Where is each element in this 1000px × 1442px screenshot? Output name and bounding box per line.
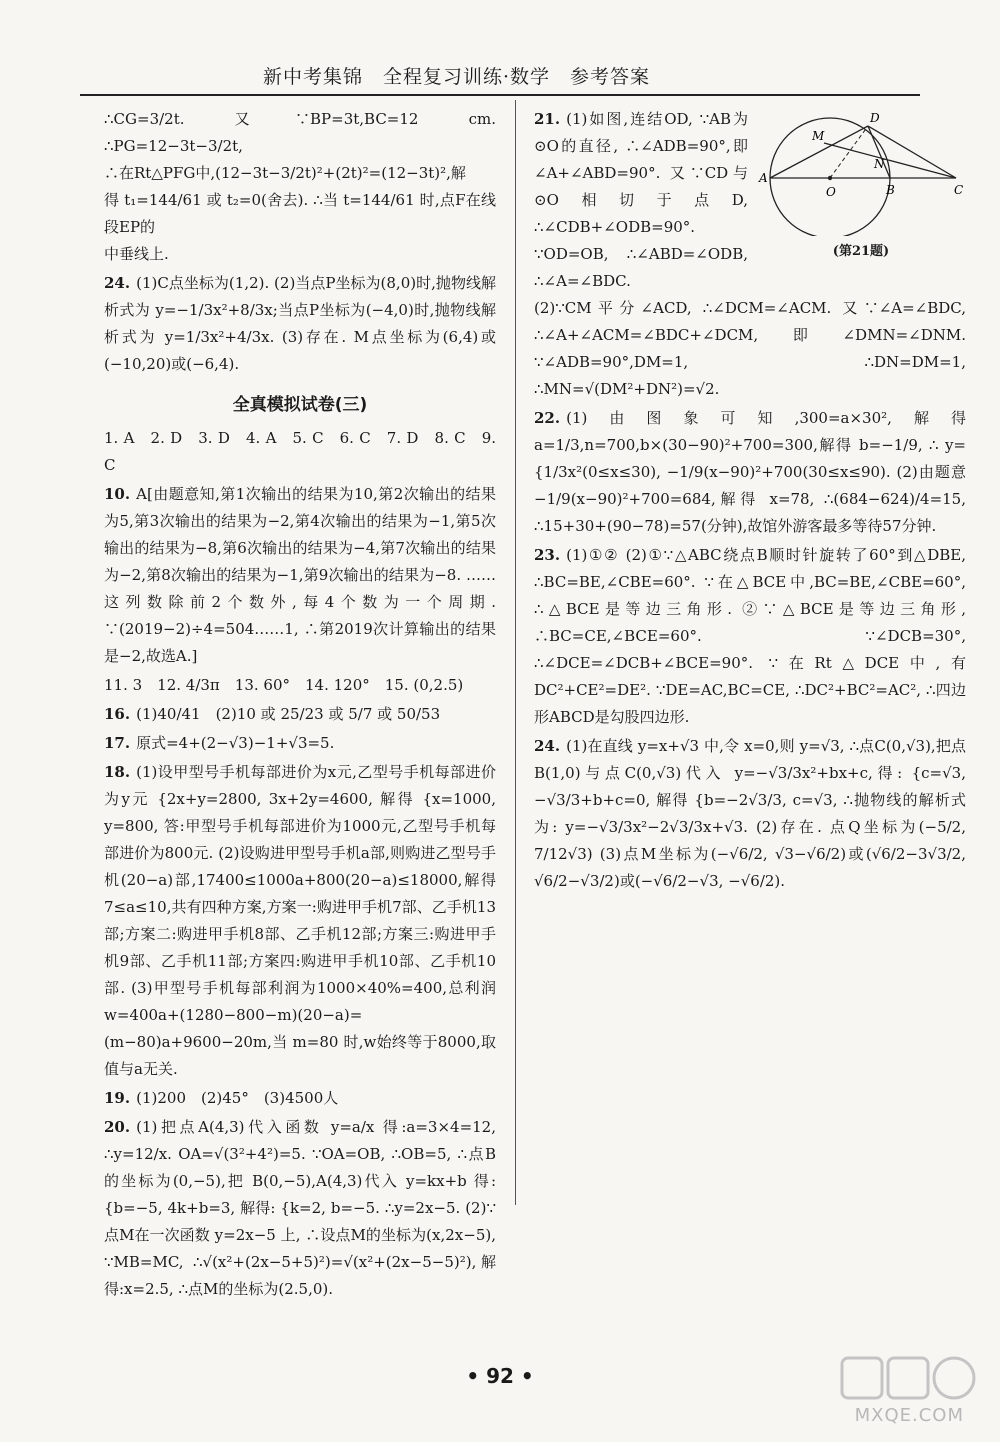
label-o: O: [826, 185, 836, 199]
answer-text: (1)由图象可知,300=a×30²,解得 a=1/3,n=700,b×(30−90)²+700=300,解得 b=−1/9, ∴ y= {1/3x²(0≤x≤30), −1/9(x−90)²+700(30≤x≤90). (2)由题意 −1/9(x−90)²+700=684,解得 x=78, ∴(684−624)/4=15, ∴15+30+(90−78)=57(分钟),故馆外游客最多等待57分钟.: [534, 409, 966, 535]
answer-text: (1)如图,连结OD, ∵AB为⊙O的直径, ∴∠ADB=90°,即∠A+∠ABD=90°. 又∵CD与⊙O相切于点D, ∴∠CDB+∠ODB=90°. ∵OD=OB, ∴∠ABD=∠ODB, ∴∠A=∠BDC.: [534, 110, 748, 290]
header-title: 新中考集锦 全程复习训练·数学 参考答案: [262, 66, 650, 88]
label-b: B: [886, 183, 895, 197]
label-a: A: [759, 171, 768, 185]
column-divider: [515, 100, 516, 1205]
answer-16: [104, 701, 496, 728]
section-title: 全真模拟试卷(三): [232, 395, 368, 415]
label-c: C: [954, 183, 964, 197]
question-number: 18.: [104, 763, 131, 781]
text-line: 中垂线上.: [104, 245, 169, 263]
question-number: 24.: [534, 737, 561, 755]
question-number: 24.: [104, 274, 131, 292]
watermark-text: MXQE.COM: [854, 1405, 964, 1426]
answer-text: (1)40/41 (2)10 或 25/23 或 5/7 或 50/53: [136, 705, 441, 723]
watermark-icon: [834, 1352, 984, 1412]
answer-text: (1)①② (2)①∵△ABC绕点B顺时针旋转了60°到△DBE, ∴BC=BE,∠CBE=60°. ∵在△BCE中,BC=BE,∠CBE=60°, ∴△BCE是等边三角形. ②∵△BCE是等边三角形, ∴BC=CE,∠BCE=60°. ∵∠DCB=30°, ∴∠DCE=∠DCB+∠BCE=90°. ∵在Rt△DCE中,有 DC²+CE²=DE². ∵DE=AC,BC=CE, ∴DC²+BC²=AC², ∴四边形ABCD是勾股四边形.: [534, 546, 966, 726]
left-column: [104, 106, 496, 1305]
watermark-logo: [834, 1352, 984, 1432]
page-number: • 92 •: [466, 1364, 534, 1388]
circle-diagram: [756, 106, 966, 236]
answer-24-right: [534, 733, 966, 895]
figure-caption: (第21题): [832, 244, 890, 259]
right-column: [534, 106, 966, 897]
answer-text: A[由题意知,第1次输出的结果为10,第2次输出的结果为5,第3次输出的结果为−2,第4次输出的结果为−1,第5次输出的结果为−8,第6次输出的结果为−4,第7次输出的结果为−2,第8次输出的结果为−1,第9次输出的结果为−8. ……这列数除前2个数外,每4个数为一个周期. ∵(2019−2)÷4=504……1, ∴第2019次计算输出的结果是−2,故选A.]: [104, 485, 496, 665]
answer-19: [104, 1085, 496, 1112]
answer-text: (1)把点A(4,3)代入函数 y=a/x 得:a=3×4=12, ∴y=12/x. OA=√(3²+4²)=5. ∵OA=OB, ∴OB=5, ∴点B的坐标为(0,−5),把 B(0,−5),A(4,3)代入 y=kx+b 得: {b=−5, 4k+b=3, 解得: {k=2, b=−5. ∴y=2x−5. (2)∵点M在一次函数 y=2x−5 上, ∴设点M的坐标为(x,2x−5), ∵MB=MC, ∴√(x²+(2x−5+5)²)=√(x²+(2x−5−5)²),解得:x=2.5, ∴点M的坐标为(2.5,0).: [104, 1118, 496, 1298]
answer-10: [104, 481, 496, 670]
answers-1-9: 1. A 2. D 3. D 4. A 5. C 6. C 7. D 8. C 9. C: [104, 429, 496, 474]
label-d: D: [870, 111, 880, 125]
page-header: [80, 58, 920, 96]
label-n: N: [874, 157, 885, 171]
question-number: 20.: [104, 1118, 131, 1136]
q23-continuation: [104, 106, 496, 268]
answer-23: [534, 542, 966, 731]
answer-17: [104, 730, 496, 757]
answer-20: [104, 1114, 496, 1303]
figure-21: [756, 106, 966, 265]
question-number: 22.: [534, 409, 561, 427]
text-line: ∴在Rt△PFG中,(12−3t−3/2t)²+(2t)²=(12−3t)²,解: [104, 164, 466, 182]
question-number: 17.: [104, 734, 131, 752]
question-number: 10.: [104, 485, 131, 503]
answer-text: 原式=4+(2−√3)−1+√3=5.: [136, 734, 335, 752]
answer-text: (2)∵CM平分∠ACD, ∴∠DCM=∠ACM. 又∵∠A=∠BDC, ∴∠A+∠ACM=∠BDC+∠DCM,即∠DMN=∠DNM. ∵∠ADB=90°,DM=1, ∴DN=DM=1, ∴MN=√(DM²+DN²)=√2.: [534, 299, 966, 398]
answer-text: (1)C点坐标为(1,2). (2)当点P坐标为(8,0)时,抛物线解析式为 y=−1/3x²+8/3x;当点P坐标为(−4,0)时,抛物线解析式为 y=1/3x²+4/3x. (3)存在. M点坐标为(6,4)或(−10,20)或(−6,4).: [104, 274, 496, 373]
answer-24: [104, 270, 496, 378]
answer-21: [534, 106, 966, 403]
answer-18: [104, 759, 496, 1083]
text-line: ∴CG=3/2t. 又∵BP=3t,BC=12 cm. ∴PG=12−3t−3/2t,: [104, 110, 496, 155]
question-number: 19.: [104, 1089, 131, 1107]
answer-22: [534, 405, 966, 540]
answer-text: (1)设甲型号手机每部进价为x元,乙型号手机每部进价为y元 {2x+y=2800, 3x+2y=4600, 解得 {x=1000, y=800, 答:甲型号手机每部进价为1000元,乙型号手机每部进价为800元. (2)设购进甲型号手机a部,则购进乙型号手机(20−a)部,17400≤1000a+800(20−a)≤18000,解得 7≤a≤10,共有四种方案,方案一:购进甲手机7部、乙手机13部;方案二:购进甲手机8部、乙手机12部;方案三:购进甲手机9部、乙手机11部;方案四:购进甲手机10部、乙手机10部. (3)甲型号手机每部利润为1000×40%=400,总利润 w=400a+(1280−800−m)(20−a)=(m−80)a+9600−20m,当 m=80 时,w始终等于8000,取值与a无关.: [104, 763, 496, 1078]
question-number: 23.: [534, 546, 561, 564]
question-number: 21.: [534, 110, 561, 128]
answers-11-15: 11. 3 12. 4/3π 13. 60° 14. 120° 15. (0,2.5): [104, 676, 464, 694]
text-line: 得 t₁=144/61 或 t₂=0(舍去). ∴当 t=144/61 时,点F在线段EP的: [104, 191, 496, 236]
label-m: M: [812, 129, 825, 143]
answer-text: (1)在直线 y=x+√3 中,令 x=0,则 y=√3, ∴点C(0,√3),把点B(1,0)与点C(0,√3)代入 y=−√3/3x²+bx+c,得: {c=√3, −√3/3+b+c=0, 解得 {b=−2√3/3, c=√3, ∴抛物线的解析式为: y=−√3/3x²−2√3/3x+√3. (2)存在. 点Q坐标为(−5/2, 7/12√3) (3)点M坐标为(−√6/2, √3−√6/2)或(√6/2−3√3/2, √6/2−√3/2)或(−√6/2−√3, −√6/2).: [534, 737, 966, 890]
answer-text: (1)200 (2)45° (3)4500人: [136, 1089, 339, 1107]
question-number: 16.: [104, 705, 131, 723]
